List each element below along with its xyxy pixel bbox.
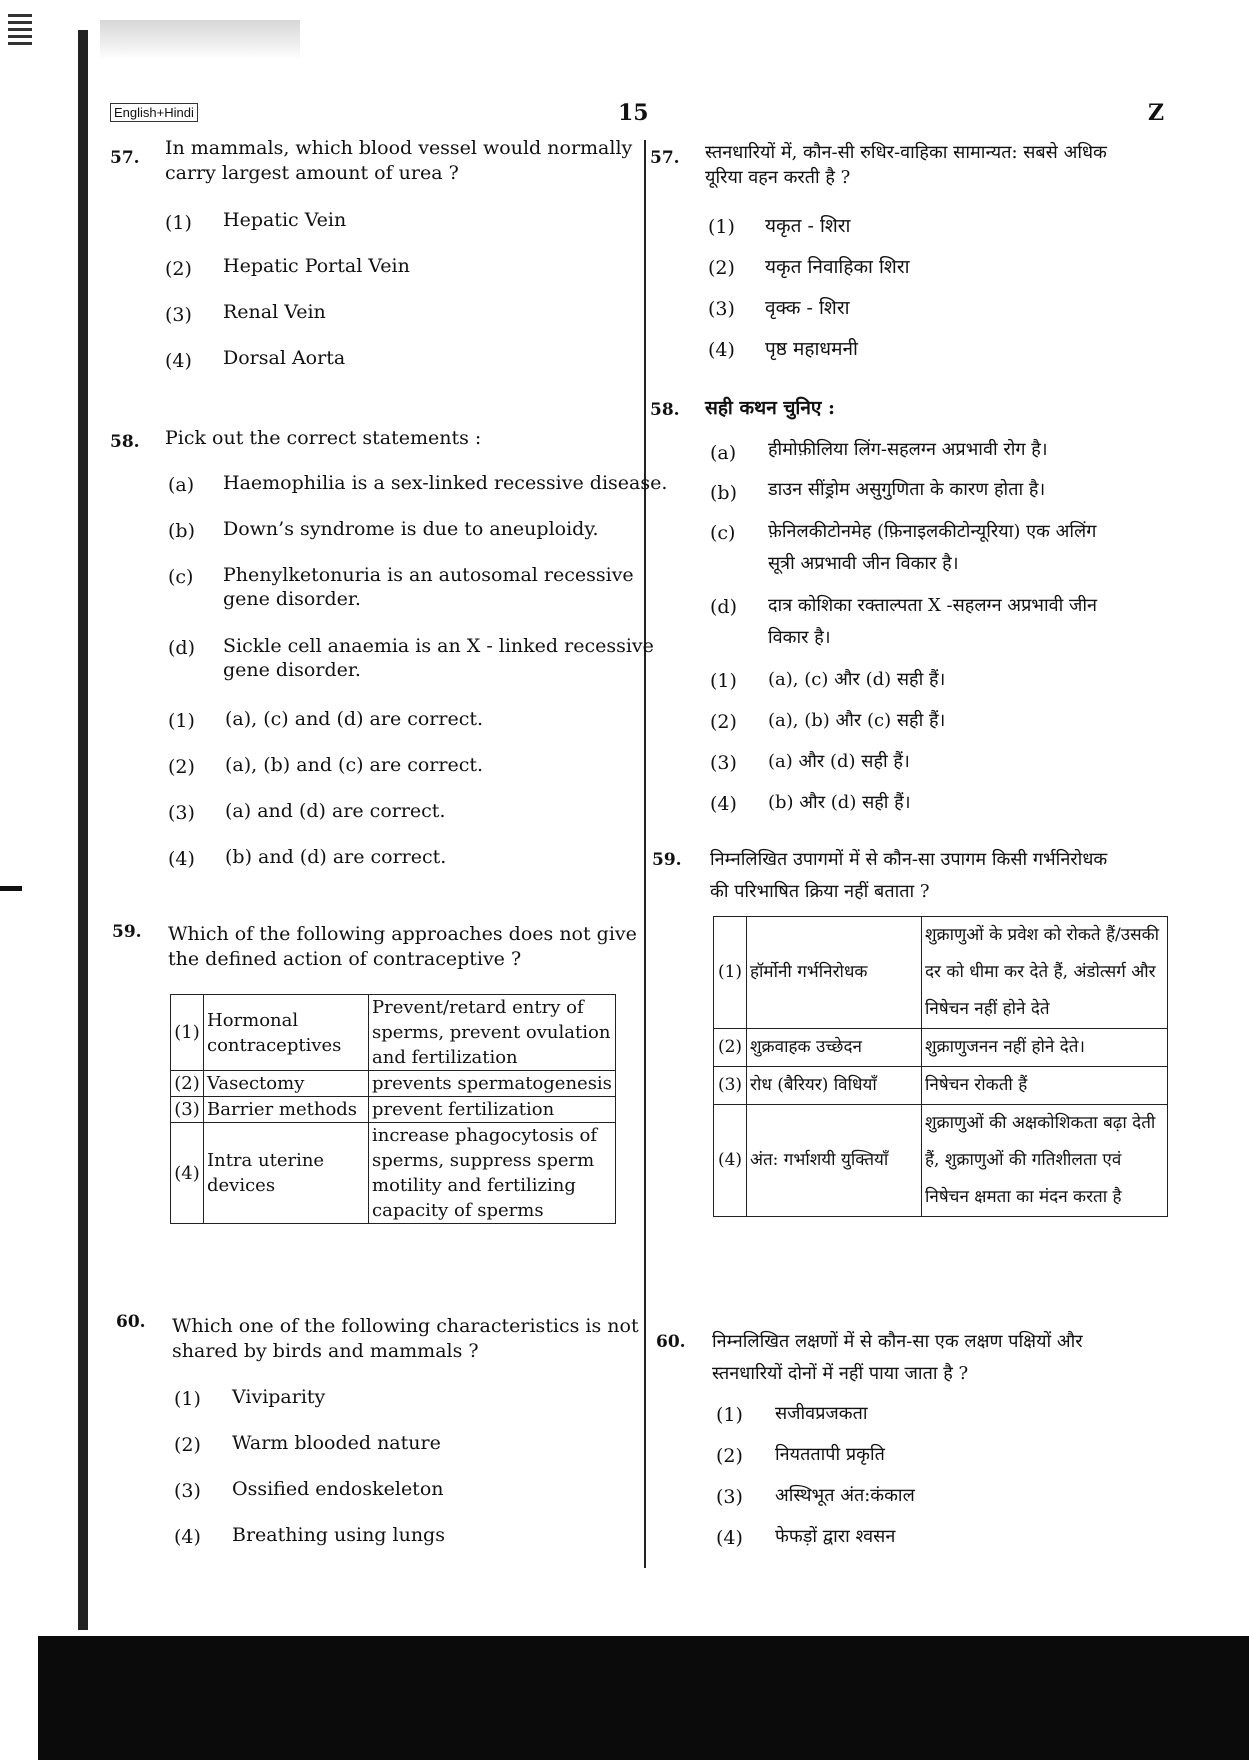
approach-cell: हॉर्मोनी गर्भनिरोधक — [747, 917, 922, 1029]
row-number: (2) — [714, 1029, 747, 1067]
option-text: Hepatic Vein — [223, 209, 347, 231]
option-text: पृष्ठ महाधमनी — [765, 338, 858, 360]
table-row — [714, 1029, 1168, 1067]
language-tag: English+Hindi — [110, 103, 198, 122]
question-number: 58. — [110, 432, 140, 452]
action-cell: शुक्राणुओं की अक्षकोशिकता बढ़ा देती हैं, शुक्राणुओं की गतिशीलता एवं निषेचन क्षमता का मंदन करता है — [922, 1105, 1168, 1217]
option-text: अस्थिभूत अंत:कंकाल — [775, 1485, 915, 1506]
question-stem: सही कथन चुनिए : — [705, 397, 836, 419]
option-number: (1) — [165, 212, 192, 234]
action-cell: शुक्राणुओं के प्रवेश को रोकते हैं/उसकी दर को धीमा कर देते हैं, अंडोत्सर्ग और निषेचन नहीं होने देते — [922, 917, 1168, 1029]
option-text: यकृत निवाहिका शिरा — [765, 256, 910, 278]
column-divider — [644, 140, 646, 1568]
statement-text: डाउन सींड्रोम असुगुणिता के कारण होता है। — [768, 479, 1046, 500]
statement-text: Sickle cell anaemia is an X - linked recessive gene disorder. — [223, 635, 654, 681]
approach-cell: Vasectomy — [204, 1071, 369, 1097]
scan-edge — [0, 0, 88, 1760]
row-number: (1) — [171, 995, 204, 1071]
statement-text: Down’s syndrome is due to aneuploidy. — [223, 518, 599, 540]
statement-label: (a) — [168, 474, 195, 496]
option-text: (a), (b) and (c) are correct. — [225, 754, 484, 776]
table-row — [714, 1105, 1168, 1217]
option-text: Viviparity — [232, 1386, 326, 1408]
row-number: (2) — [171, 1071, 204, 1097]
scan-smudge — [100, 20, 300, 60]
statement-label: (b) — [710, 482, 737, 504]
action-cell: prevent fertilization — [369, 1097, 616, 1123]
statement-label: (d) — [168, 637, 195, 659]
approach-cell: अंत: गर्भाशयी युक्तियाँ — [747, 1105, 922, 1217]
option-number: (4) — [168, 848, 195, 870]
option-text: वृक्क - शिरा — [765, 297, 850, 319]
option-text: Dorsal Aorta — [223, 347, 346, 369]
option-number: (2) — [716, 1445, 743, 1467]
statement-label: (c) — [710, 522, 736, 544]
option-number: (4) — [716, 1527, 743, 1549]
contraceptive-table — [170, 994, 616, 1224]
question-stem: In mammals, which blood vessel would normally carry largest amount of urea ? — [165, 137, 633, 184]
question-number: 59. — [652, 850, 682, 870]
question-stem: Pick out the correct statements : — [165, 427, 482, 449]
set-code: Z — [1148, 100, 1165, 126]
statement-text: हीमोफ़ीलिया लिंग-सहलग्न अप्रभावी रोग है। — [768, 439, 1048, 460]
table-row — [714, 1067, 1168, 1105]
option-text: Hepatic Portal Vein — [223, 255, 410, 277]
option-number: (4) — [165, 350, 192, 372]
option-text: (b) और (d) सही हैं। — [768, 792, 911, 813]
action-cell: increase phagocytosis of sperms, suppress sperm motility and fertilizing capacity of sperms — [369, 1123, 616, 1224]
option-number: (2) — [165, 258, 192, 280]
option-number: (2) — [710, 711, 737, 733]
question-number: 60. — [116, 1312, 146, 1332]
approach-cell: रोध (बैरियर) विधियाँ — [747, 1067, 922, 1105]
table-row — [171, 1097, 616, 1123]
table-row — [171, 1123, 616, 1224]
binding-marks — [8, 10, 38, 100]
action-cell: prevents spermatogenesis — [369, 1071, 616, 1097]
statement-label: (a) — [710, 442, 737, 464]
table-row — [171, 995, 616, 1071]
question-number: 58. — [650, 400, 680, 420]
approach-cell: Barrier methods — [204, 1097, 369, 1123]
statement-label: (c) — [168, 566, 194, 588]
statement-text: Phenylketonuria is an autosomal recessive gene disorder. — [223, 564, 634, 610]
row-number: (3) — [714, 1067, 747, 1105]
option-text: सजीवप्रजकता — [775, 1403, 868, 1424]
approach-cell: Hormonal contraceptives — [204, 995, 369, 1071]
option-text: (a), (b) और (c) सही हैं। — [768, 710, 946, 731]
question-number: 57. — [650, 148, 680, 168]
option-text: (a), (c) and (d) are correct. — [225, 708, 484, 730]
question-stem: Which of the following approaches does not give the defined action of contraceptive ? — [168, 923, 637, 970]
edge-tick — [0, 886, 22, 891]
option-text: फेफड़ों द्वारा श्वसन — [775, 1526, 896, 1547]
option-number: (4) — [708, 339, 735, 361]
option-text: (a), (c) और (d) सही हैं। — [768, 669, 946, 690]
option-number: (1) — [710, 670, 737, 692]
option-number: (3) — [168, 802, 195, 824]
option-number: (1) — [168, 710, 195, 732]
option-number: (1) — [174, 1388, 201, 1410]
option-text: Renal Vein — [223, 301, 326, 323]
question-number: 59. — [112, 922, 142, 942]
option-text: (a) और (d) सही हैं। — [768, 751, 910, 772]
action-cell: शुक्राणुजनन नहीं होने देते। — [922, 1029, 1168, 1067]
option-number: (3) — [716, 1486, 743, 1508]
option-text: Ossified endoskeleton — [232, 1478, 444, 1500]
binding-shadow — [78, 30, 88, 1630]
action-cell: निषेचन रोकती हैं — [922, 1067, 1168, 1105]
statement-text: दात्र कोशिका रक्ताल्पता X -सहलग्न अप्रभावी जीन विकार है। — [768, 595, 1098, 648]
question-stem: निम्नलिखित उपागमों में से कौन-सा उपागम किसी गर्भनिरोधक की परिभाषित क्रिया नहीं बताता ? — [710, 849, 1108, 902]
option-number: (3) — [710, 752, 737, 774]
approach-cell: Intra uterine devices — [204, 1123, 369, 1224]
option-number: (4) — [710, 793, 737, 815]
option-number: (2) — [174, 1434, 201, 1456]
option-number: (4) — [174, 1526, 201, 1548]
question-number: 57. — [110, 148, 140, 168]
row-number: (4) — [171, 1123, 204, 1224]
question-number: 60. — [656, 1332, 686, 1352]
table-row — [714, 917, 1168, 1029]
option-text: Breathing using lungs — [232, 1524, 445, 1546]
statement-text: फ़ेनिलकीटोनमेह (फ़िनाइलकीटोन्यूरिया) एक अलिंग सूत्री अप्रभावी जीन विकार है। — [768, 521, 1097, 574]
approach-cell: शुक्रवाहक उच्छेदन — [747, 1029, 922, 1067]
question-stem: निम्नलिखित लक्षणों में से कौन-सा एक लक्षण पक्षियों और स्तनधारियों दोनों में नहीं पाया जाता है ? — [712, 1331, 1083, 1384]
question-stem: Which one of the following characteristics is not shared by birds and mammals ? — [172, 1315, 639, 1362]
contraceptive-table-hindi — [713, 916, 1168, 1217]
scan-bottom-band — [38, 1636, 1249, 1760]
option-text: Warm blooded nature — [232, 1432, 441, 1454]
statement-label: (b) — [168, 520, 195, 542]
page-number: 15 — [618, 100, 649, 126]
row-number: (4) — [714, 1105, 747, 1217]
option-text: (a) and (d) are correct. — [225, 800, 446, 822]
option-number: (1) — [708, 216, 735, 238]
option-number: (2) — [168, 756, 195, 778]
statement-text: Haemophilia is a sex-linked recessive disease. — [223, 472, 668, 494]
statement-label: (d) — [710, 596, 737, 618]
row-number: (3) — [171, 1097, 204, 1123]
option-number: (1) — [716, 1404, 743, 1426]
question-stem: स्तनधारियों में, कौन-सी रुधिर-वाहिका सामान्यत: सबसे अधिक यूरिया वहन करती है ? — [705, 142, 1107, 188]
action-cell: Prevent/retard entry of sperms, prevent ovulation and fertilization — [369, 995, 616, 1071]
option-number: (3) — [165, 304, 192, 326]
row-number: (1) — [714, 917, 747, 1029]
option-number: (3) — [708, 298, 735, 320]
option-text: यकृत - शिरा — [765, 215, 851, 237]
option-number: (3) — [174, 1480, 201, 1502]
option-number: (2) — [708, 257, 735, 279]
option-text: (b) and (d) are correct. — [225, 846, 447, 868]
table-row — [171, 1071, 616, 1097]
option-text: नियततापी प्रकृति — [775, 1444, 885, 1465]
